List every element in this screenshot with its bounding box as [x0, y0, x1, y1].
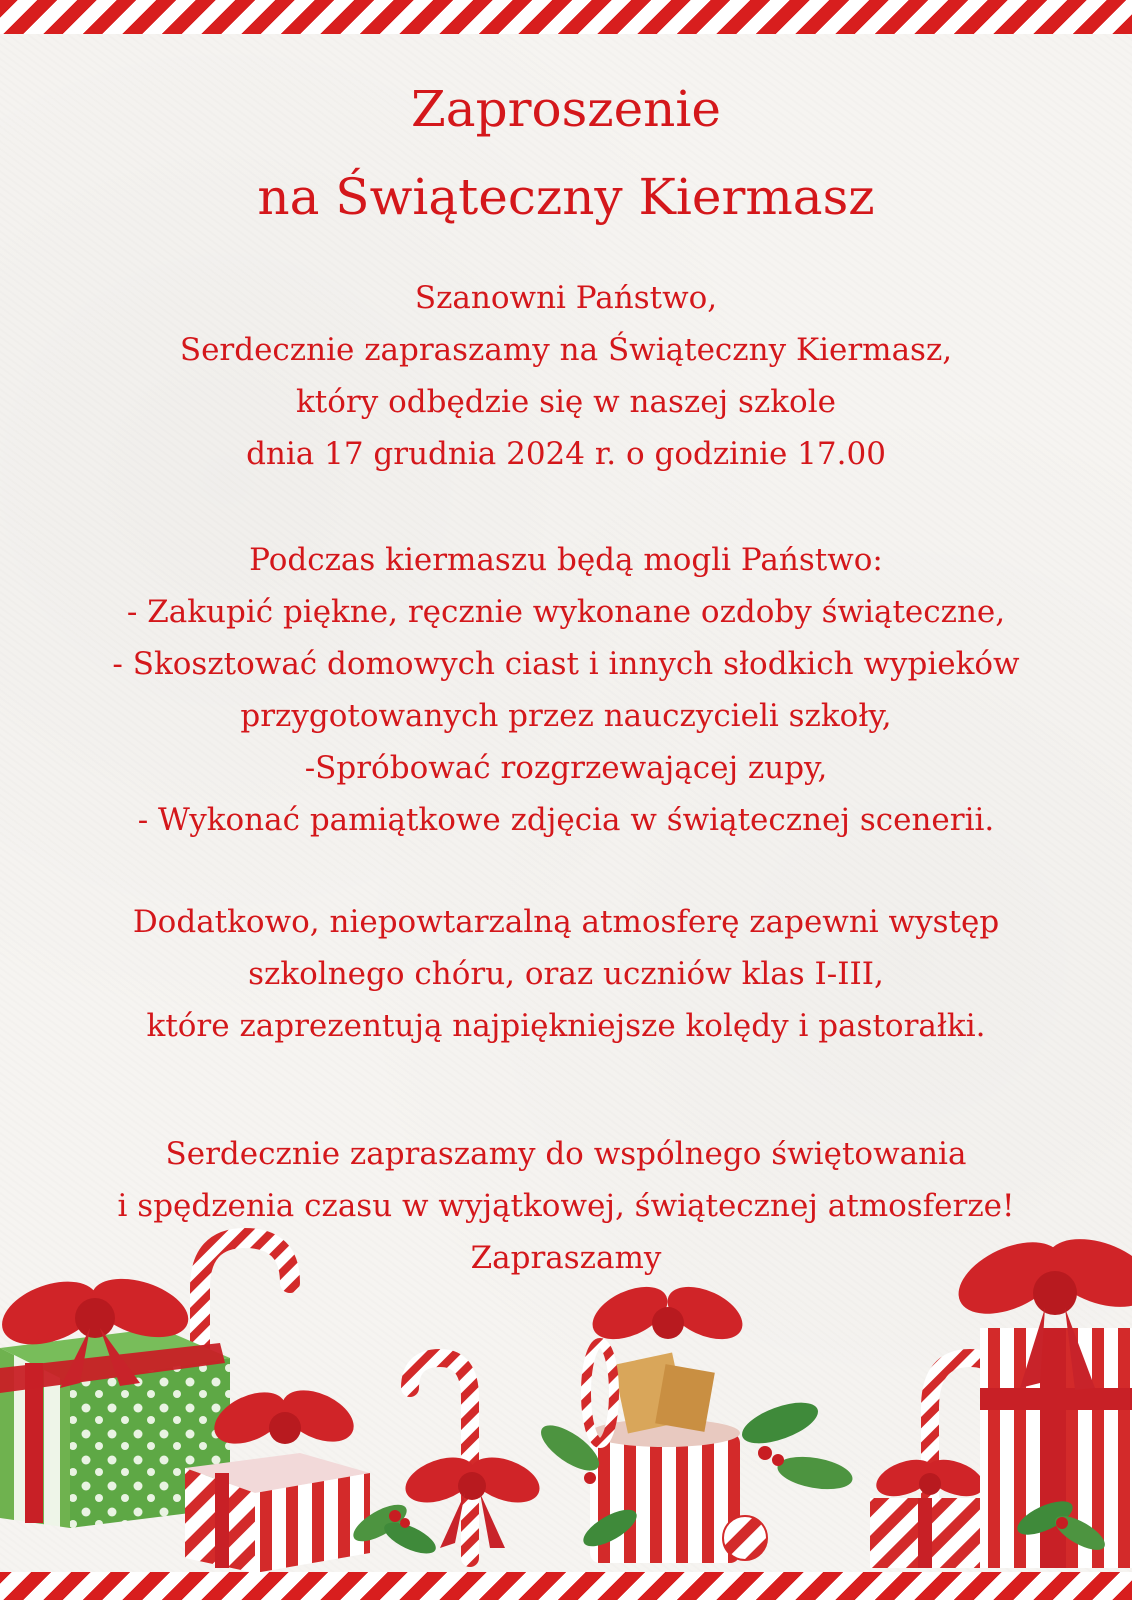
- text-line: i spędzenia czasu w wyjątkowej, świątecznej atmosferze!: [117, 1188, 1015, 1224]
- text-line: który odbędzie się w naszej szkole: [296, 384, 836, 420]
- list-item: - Wykonać pamiątkowe zdjęcia w świątecznej scenerii.: [137, 802, 995, 838]
- activities-paragraph: [0, 534, 1132, 846]
- candy-stripe-border-top: [0, 0, 1132, 34]
- list-item: - Zakupić piękne, ręcznie wykonane ozdoby świąteczne,: [126, 594, 1006, 630]
- list-item: przygotowanych przez nauczycieli szkoły,: [240, 698, 892, 734]
- text-line: Podczas kiermaszu będą mogli Państwo:: [249, 542, 883, 578]
- title-line-1: Zaproszenie: [411, 80, 721, 138]
- performance-paragraph: [0, 896, 1132, 1052]
- gift-box-icon: [185, 1453, 370, 1573]
- christmas-gifts-decoration: [0, 1218, 1132, 1578]
- text-line: które zaprezentują najpiękniejsze kolędy i pastorałki.: [146, 1008, 986, 1044]
- gift-box-icon: [980, 1328, 1132, 1568]
- text-line: Szanowni Państwo,: [414, 280, 718, 316]
- candy-cane-icon: [410, 1358, 470, 1558]
- greeting-paragraph: [0, 272, 1132, 480]
- gift-box-icon: [870, 1498, 980, 1568]
- title-line-2: na Świąteczny Kiermasz: [257, 168, 875, 226]
- text-line: szkolnego chóru, oraz uczniów klas I-III,: [248, 956, 884, 992]
- text-line: Serdecznie zapraszamy do wspólnego świętowania: [165, 1136, 967, 1172]
- candy-icon: [723, 1516, 767, 1560]
- ribbon-bow-icon: [584, 1276, 750, 1350]
- list-item: - Skosztować domowych ciast i innych słodkich wypieków: [112, 646, 1020, 682]
- candy-stripe-border-bottom: [0, 1572, 1132, 1600]
- text-line: dnia 17 grudnia 2024 r. o godzinie 17.00: [246, 436, 886, 472]
- text-line: Dodatkowo, niepowtarzalną atmosferę zapewni występ: [132, 904, 1000, 940]
- text-line: Zapraszamy: [470, 1240, 662, 1276]
- text-line: Serdecznie zapraszamy na Świąteczny Kiermasz,: [179, 332, 953, 368]
- list-item: -Spróbować rozgrzewającej zupy,: [304, 750, 828, 786]
